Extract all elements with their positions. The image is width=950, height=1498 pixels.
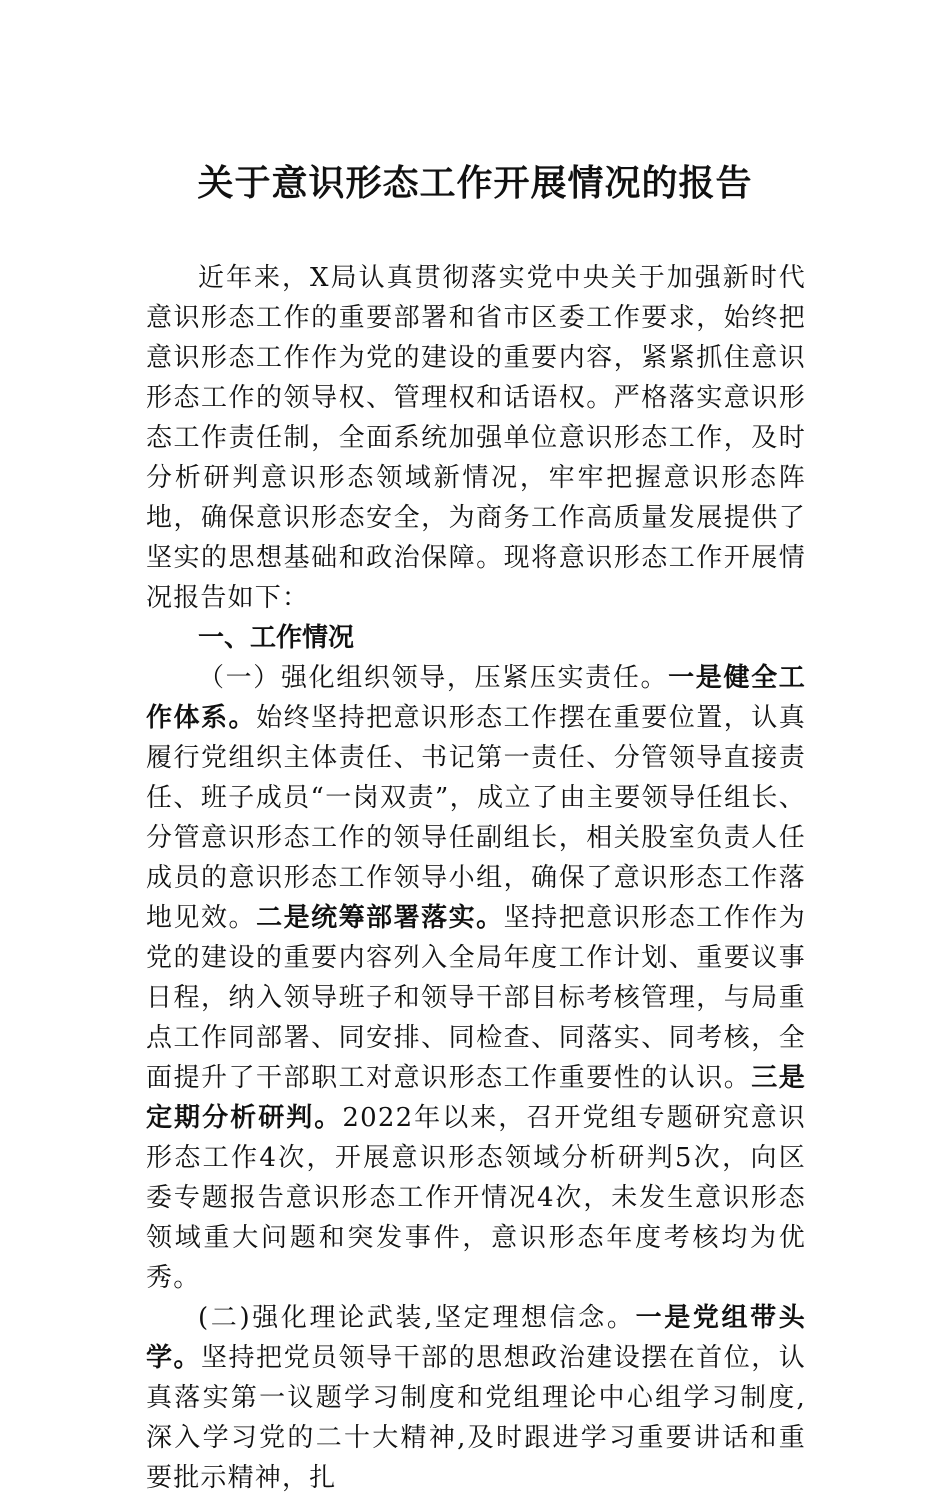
item2-point1-title: 一是党组带头学。 xyxy=(146,1303,807,1373)
item2-lead: (二)强化理论武装,坚定理想信念。 xyxy=(198,1303,636,1333)
item1-point3-title: 三是定期分析研判。 xyxy=(146,1063,806,1133)
document-title: 关于意识形态工作开展情况的报告 xyxy=(197,162,753,204)
item1-lead: （一）强化组织领导，压紧压实责任。 xyxy=(198,663,669,693)
intro-paragraph: 近年来，X局认真贯彻落实党中央关于加强新时代意识形态工作的重要部署和省市区委工作要求，始终把意识形态工作作为党的建设的重要内容，紧紧抓住意识形态工作的领导权、管理权和话语权。严格落实意识形态工作责任制，全面系统加强单位意识形态工作，及时分析研判意识形态领域新情况，牢牢把握意识形态阵地，确保意识形态安全，为商务工作高质量发展提供了坚实的思想基础和政治保障。现将意识形态工作开展情况报告如下： xyxy=(146,263,806,613)
item1-point1-title: 一是健全工作体系。 xyxy=(146,663,806,733)
document-body xyxy=(146,258,806,1498)
item1-point2-text: 坚持把意识形态工作作为党的建设的重要内容列入全局年度工作计划、重要议事日程，纳入领导班子和领导干部目标考核管理，与局重点工作同部署、同安排、同检查、同落实、同考核，全面提升了干部职工对意识形态工作重要性的认识。 xyxy=(146,903,806,1093)
item2-point1-text: 坚持把党员领导干部的思想政治建设摆在首位，认真落实第一议题学习制度和党组理论中心组学习制度,深入学习党的二十大精神,及时跟进学习重要讲话和重要批示精神，扎 xyxy=(146,1343,806,1493)
item1-point1-text: 始终坚持把意识形态工作摆在重要位置，认真履行党组织主体责任、书记第一责任、分管领导直接责任、班子成员“一岗双责”，成立了由主要领导任组长、分管意识形态工作的领导任副组长，相关股室负责人任成员的意识形态工作领导小组，确保了意识形态工作落地见效。 xyxy=(146,703,806,933)
item1-paragraph xyxy=(146,658,806,1298)
section-heading: 一、工作情况 xyxy=(198,623,355,653)
item2-paragraph xyxy=(146,1298,806,1498)
item1-point2-title: 二是统筹部署落实。 xyxy=(256,903,504,933)
item1-point3-text: 2022年以来，召开党组专题研究意识形态工作4次，开展意识形态领域分析研判5次，向区委专题报告意识形态工作开情况4次，未发生意识形态领域重大问题和突发事件，意识形态年度考核均为优秀。 xyxy=(146,1103,806,1293)
